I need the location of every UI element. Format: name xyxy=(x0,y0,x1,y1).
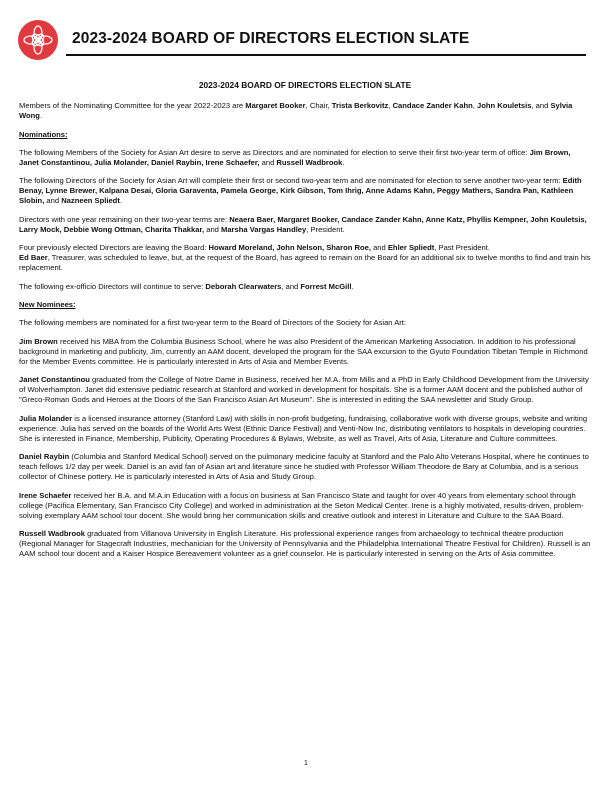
header-title: 2023-2024 BOARD OF DIRECTORS ELECTION SLATE xyxy=(72,30,470,47)
bio-paragraph-irene-schaefer: Irene Schaefer received her B.A. and M.A.in Education with a focus on business at San Francisco State and taught for over 40 years from elementary school through college (Pacifica Elementary, San Francisco City College) and worked in administration at the Seton Medical Center. Irene is a highly motivated, results-driven, problem-solving exemplary AAM school tour docent. She would bring her communication skills and creative outlook and interest in Literature and Culture to the SAA Board. xyxy=(19,490,584,520)
bio-paragraph-janet-constantinou: Janet Constantinou graduated from the College of Notre Dame in Business, received her M.A. from Mills and a PhD in Early Childhood Development from the University of Wolverhampton. Janet did extensive pediatric research at Stanford and worked in development for hospitals. She is a former AAM docent and the published author of "Greco-Roman Gods and Heroes at the Doors of the San Francisco Asian Art Museum". She is interested in editing the SAA newsletter and Study Group. xyxy=(19,375,589,404)
bio-paragraph-russell-wadbrook: Russell Wadbrook graduated from Villanova University in English Literature. His professional experience ranges from archaeology to technical theatre production (Regional Manager for Stagecraft Industries, mechanician for the University of Pennsylvania and the Philadelphia International Theatre Festival for Children). Russell is an AAM school tour docent and a Kaiser Hospice Bereavement volunteer as a grief counselor. He is particularly interested in serving on the Arts of Asia committee. xyxy=(19,529,591,558)
page-header xyxy=(0,0,612,64)
bio-paragraph-julia-molander: Julia Molander is a licensed insurance attorney (Stanford Law) with skills in non-profit budgeting, fundraising, collaborative work with diverse groups, website and writing experience. Julia has served on the boards of the World Arts West (Ethnic Dance Festival) and Venti-Now Inc, distributing ventilators to hospitals in developing countries. She is interested in Finance, Membership, Publicity, Operating Procedures & Bylaws, Website, as well as Travel, Arts of Asia, Literature and Culture committees. xyxy=(19,413,588,443)
nominations-heading: Nominations: xyxy=(19,129,68,139)
first-term-paragraph: The following Members of the Society for Asian Art desire to serve as Directors and are nominated for election to serve their first two-year term of office: Jim Brown, Janet Constantinou, Julia Molander, Daniel Raybin, Irene Schaefer, and Russell Wadbrook. xyxy=(19,147,571,167)
page-number: 1 xyxy=(304,760,308,767)
document-body xyxy=(19,80,591,568)
bio-paragraph-daniel-raybin: Daniel Raybin (Columbia and Stanford Medical School) served on the pulmonary medicine faculty at Stanford and the Palo Alto Veterans Hospital, where he continues to teach fellows 1/2 day per week. Daniel is an avid fan of Asian art and literature since he studied with Professor William Theodore de Bary at Columbia, and is a serious collector of Chinese pottery. He is particularly interested in Arts of Asia and Study Group. xyxy=(19,452,589,481)
bio-paragraph-jim-brown: Jim Brown received his MBA from the Columbia Business School, where he was also President of the American Marketing Association. In addition to his professional background in marketing and publicity, Jim, currently an AAM docent, developed the program for the SAA excursion to the Gyuto Foundation Tibetan Temple in Richmond for the Member Events committee. He is particularly interested in Arts of Asia and Member Events. xyxy=(19,336,588,366)
lotus-logo-icon xyxy=(18,20,58,60)
nominees-intro-paragraph: The following members are nominated for a first two-year term to the Board of Directors of the Society for Asian Art: xyxy=(19,318,407,327)
ex-officio-paragraph: The following ex-officio Directors will continue to serve: Deborah Clearwaters, and Forrest McGill. xyxy=(19,281,354,291)
new-nominees-heading: New Nominees: xyxy=(19,300,76,309)
remaining-term-paragraph: Directors with one year remaining on their two-year terms are: Neaera Baer, Margaret Booker, Candace Zander Kahn, Anne Katz, Phyllis Kempner, John Kouletsis, Larry Mock, Debbie Wong Ottman, Charita Thakkar, and Marsha Vargas Handley, President. xyxy=(19,214,587,234)
leaving-directors-paragraph: Four previously elected Directors are leaving the Board: Howard Moreland, John Nelson, Sharon Roe, and Ehler Spliedt, Past President. Ed Baer, Treasurer, was scheduled to leave, but, at the request of the Board, has agreed to remain on the Board for an additional six to twelve months to find and train his replacement. xyxy=(19,243,591,272)
intro-paragraph: Members of the Nominating Committee for the year 2022-2023 are Margaret Booker, Chair, Trista Berkovitz, Candace Zander Kahn, John Kouletsis, and Sylvia Wong. xyxy=(19,101,573,120)
header-divider xyxy=(66,54,586,56)
document-title: 2023-2024 BOARD OF DIRECTORS ELECTION SLATE xyxy=(198,80,412,90)
second-term-paragraph: The following Directors of the Society for Asian Art will complete their first or second two-year term and are nominated for election to serve another two-year term: Edith Benay, Lynne Brewer, Kalpana Desai, Gloria Garaventa, Pamela George, Kirk Gibson, Tom Ihrig, Anne Adams Kahn, Peggy Mathers, Sandra Pan, Kathleen Slobin, and Nazneen Spliedt. xyxy=(19,176,582,205)
